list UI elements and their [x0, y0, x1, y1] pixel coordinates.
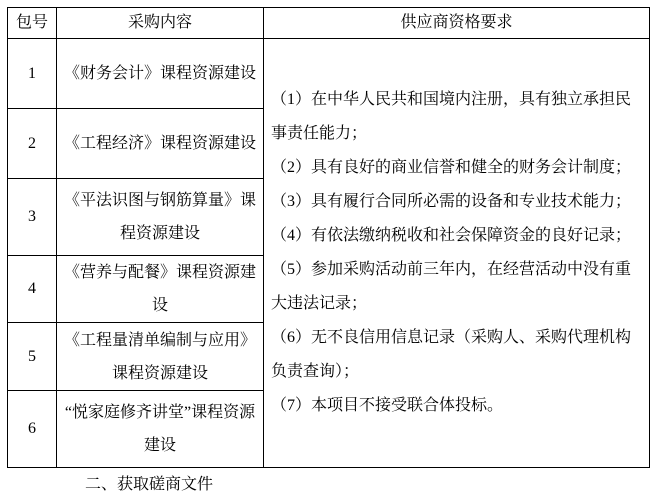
document-page — [0, 7, 657, 493]
table-header-row — [8, 8, 650, 39]
package-no-header: 包号 — [8, 8, 57, 39]
course-content-cell: “悦家庭修齐讲堂”课程资源建设 — [57, 391, 264, 468]
qualification-item: （7）本项目不接受联合体投标。 — [271, 397, 504, 414]
package-no-cell: 6 — [8, 391, 57, 468]
course-content-cell: 《财务会计》课程资源建设 — [57, 39, 264, 109]
package-no-cell: 4 — [8, 256, 57, 323]
table-row — [8, 39, 650, 109]
course-content-cell: 《营养与配餐》课程资源建设 — [57, 256, 264, 323]
qualifications-cell — [264, 39, 650, 468]
content-header: 采购内容 — [57, 8, 264, 39]
package-no-cell: 1 — [8, 39, 57, 109]
course-content-cell: 《工程量清单编制与应用》课程资源建设 — [57, 323, 264, 391]
qualification-item: （2）具有良好的商业信誉和健全的财务会计制度； — [271, 159, 632, 176]
qualification-item: （5）参加采购活动前三年内，在经营活动中没有重大违法记录； — [271, 261, 632, 312]
qualification-header: 供应商资格要求 — [264, 8, 650, 39]
qualification-item: （3）具有履行合同所必需的设备和专业技术能力； — [271, 193, 632, 210]
procurement-packages-table — [7, 7, 650, 468]
package-no-cell: 5 — [8, 323, 57, 391]
qualification-item: （4）有依法缴纳税收和社会保障资金的良好记录； — [271, 227, 632, 244]
package-no-cell: 3 — [8, 179, 57, 256]
qualification-item: （1）在中华人民共和国境内注册，具有独立承担民事责任能力； — [271, 91, 632, 142]
course-content-cell: 《工程经济》课程资源建设 — [57, 109, 264, 179]
section-heading-cutoff: 二、获取磋商文件 — [85, 476, 214, 493]
package-no-cell: 2 — [8, 109, 57, 179]
course-content-cell: 《平法识图与钢筋算量》课程资源建设 — [57, 179, 264, 256]
qualification-item: （6）无不良信用信息记录（采购人、采购代理机构负责查询）； — [271, 329, 632, 380]
